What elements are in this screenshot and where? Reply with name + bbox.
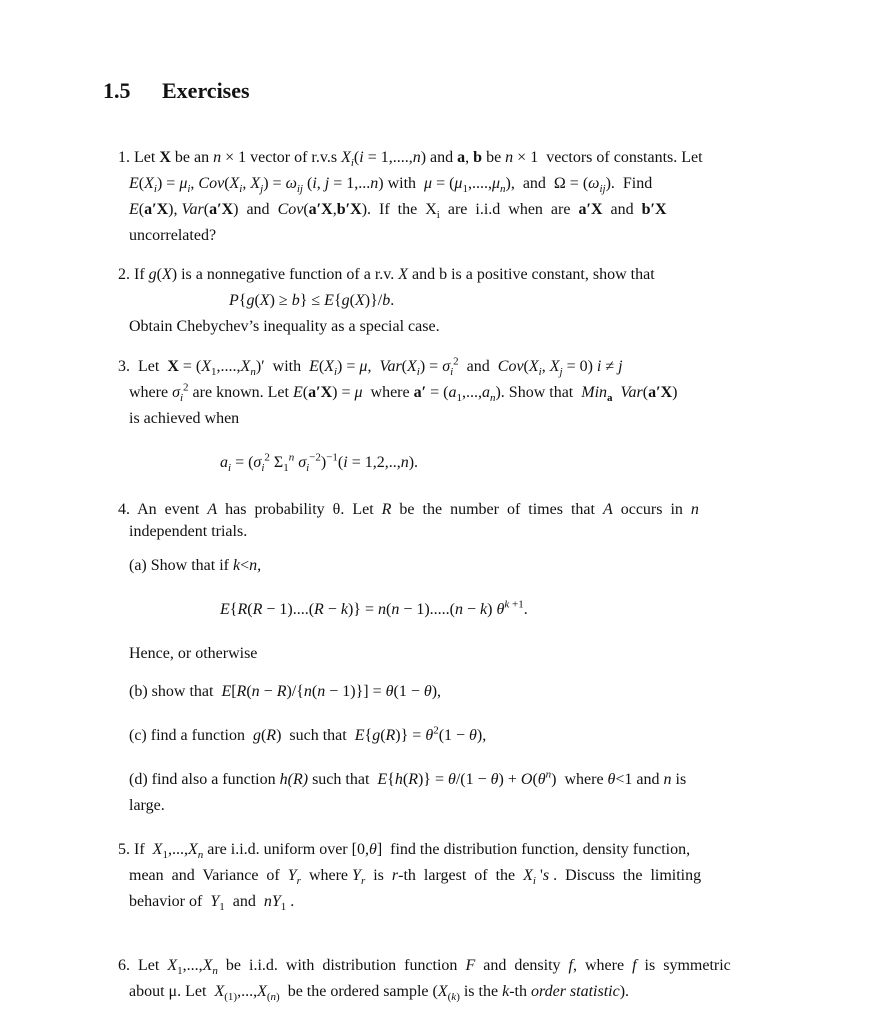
exercise-4-line-2: independent trials. [129,523,248,540]
exercise-5-line-2: mean and Variance of $Y_r$ where $Y_r$ is r-th largest of the $X_i$ 's . Discuss the limiting [129,867,702,888]
exercise-4-formula: E{R(R − 1)....(R − k)} = n(n − 1).....(n − k) $\theta^{k +1}$. [220,598,528,618]
exercise-1-line-4: uncorrelated? [129,227,217,244]
section-number: 1.5 [103,78,131,103]
exercise-4-hence: Hence, or otherwise [129,645,258,662]
exercise-5 [118,837,761,915]
exercise-4 [118,497,761,819]
exercise-1 [118,145,761,249]
exercise-3-line-1: 3. Let $X = (X_1,....,X_n)'$ with $E(X_i) = \mu$, $Var(X_i) = \sigma_i^2$ and $Cov(X_i$, $X_j = 0$) i ≠ j [118,355,623,379]
exercise-3-formula: $a_i = (\sigma_i^2$ $\Sigma_1^n$ $\sigma_i^{-2})^{-1}(i = 1,2,..,n)$. [220,451,419,475]
exercise-1-line-3: E(a′X), Var(a′X) and Cov(a′X,b′X). If the $X_i$ are i.i.d when are a′X and b′X [129,201,667,222]
exercise-4-part-d-cont: large. [129,797,165,814]
exercise-5-line-1: 5. If $X_1,...,X_n$ are i.i.d. uniform over [0,θ] find the distribution function, density function, [118,841,691,862]
exercise-6 [118,953,761,1005]
exercise-6-line-1: 6. Let $X_1,...,X_n$ be i.i.d. with distribution function F and density f, where f is symmetric [118,957,731,978]
exercise-4-part-c: (c) find a function g(R) such that $E\{g(R)\} = \theta^2(1 - \theta)$, [129,724,487,744]
exercise-4-line-1: 4. An event A has probability θ. Let R be the number of times that A occurs in n [118,501,699,518]
exercise-4-part-a: (a) Show that if k<n, [129,557,262,574]
exercise-2-line-1: 2. If g(X) is a nonnegative function of a r.v. X and b is a positive constant, show that [118,266,655,283]
exercise-3-line-3: is achieved when [129,410,240,427]
exercise-4-part-d: (d) find also a function h(R) such that $E\{h(R)\} = \theta/(1 - \theta) + O(\theta^n)$ where θ<1 and n is [129,768,687,788]
exercise-2-line-2: P{g(X) ≥ b} ≤ E{g(X)}/b. [229,292,395,309]
exercise-1-line-1: 1. Let X be an n × 1 vector of r.v.s $X_i(i = 1,....,n)$ and a, b be n × 1 vectors of constants. Let [118,149,703,170]
section-heading [103,78,250,104]
section-title: Exercises [162,78,250,103]
exercise-2-line-3: Obtain Chebychev’s inequality as a special case. [129,318,440,335]
exercise-6-line-2: about μ. Let $X_{(1)},...,X_{(n)}$ be the ordered sample ($X_{(k)}$ is the k-th order statistic). [129,983,630,1004]
exercise-1-line-2: $E(X_i) = \mu_i$, $Cov(X_i$, $X_j) = \omega_{ij}$ (i, j = 1,...n) with $\mu = (\mu_1,....,\mu_n)$, and $\Omega = (\omega_{ij})$. Find [129,175,653,196]
exercise-5-line-3: behavior of $Y_1$ and $nY_1$ . [129,893,295,914]
exercise-3 [118,354,761,476]
exercise-3-line-2: where $\sigma_i^2$ are known. Let E(a′X) = μ where $a' = (a_1,...,a_n)$. Show that Min$_a$ Var(a′X) [129,381,678,405]
exercise-2 [118,262,761,340]
exercise-4-part-b: (b) show that E[R(n − R)/{n(n − 1)}] = θ(1 − θ), [129,683,442,700]
